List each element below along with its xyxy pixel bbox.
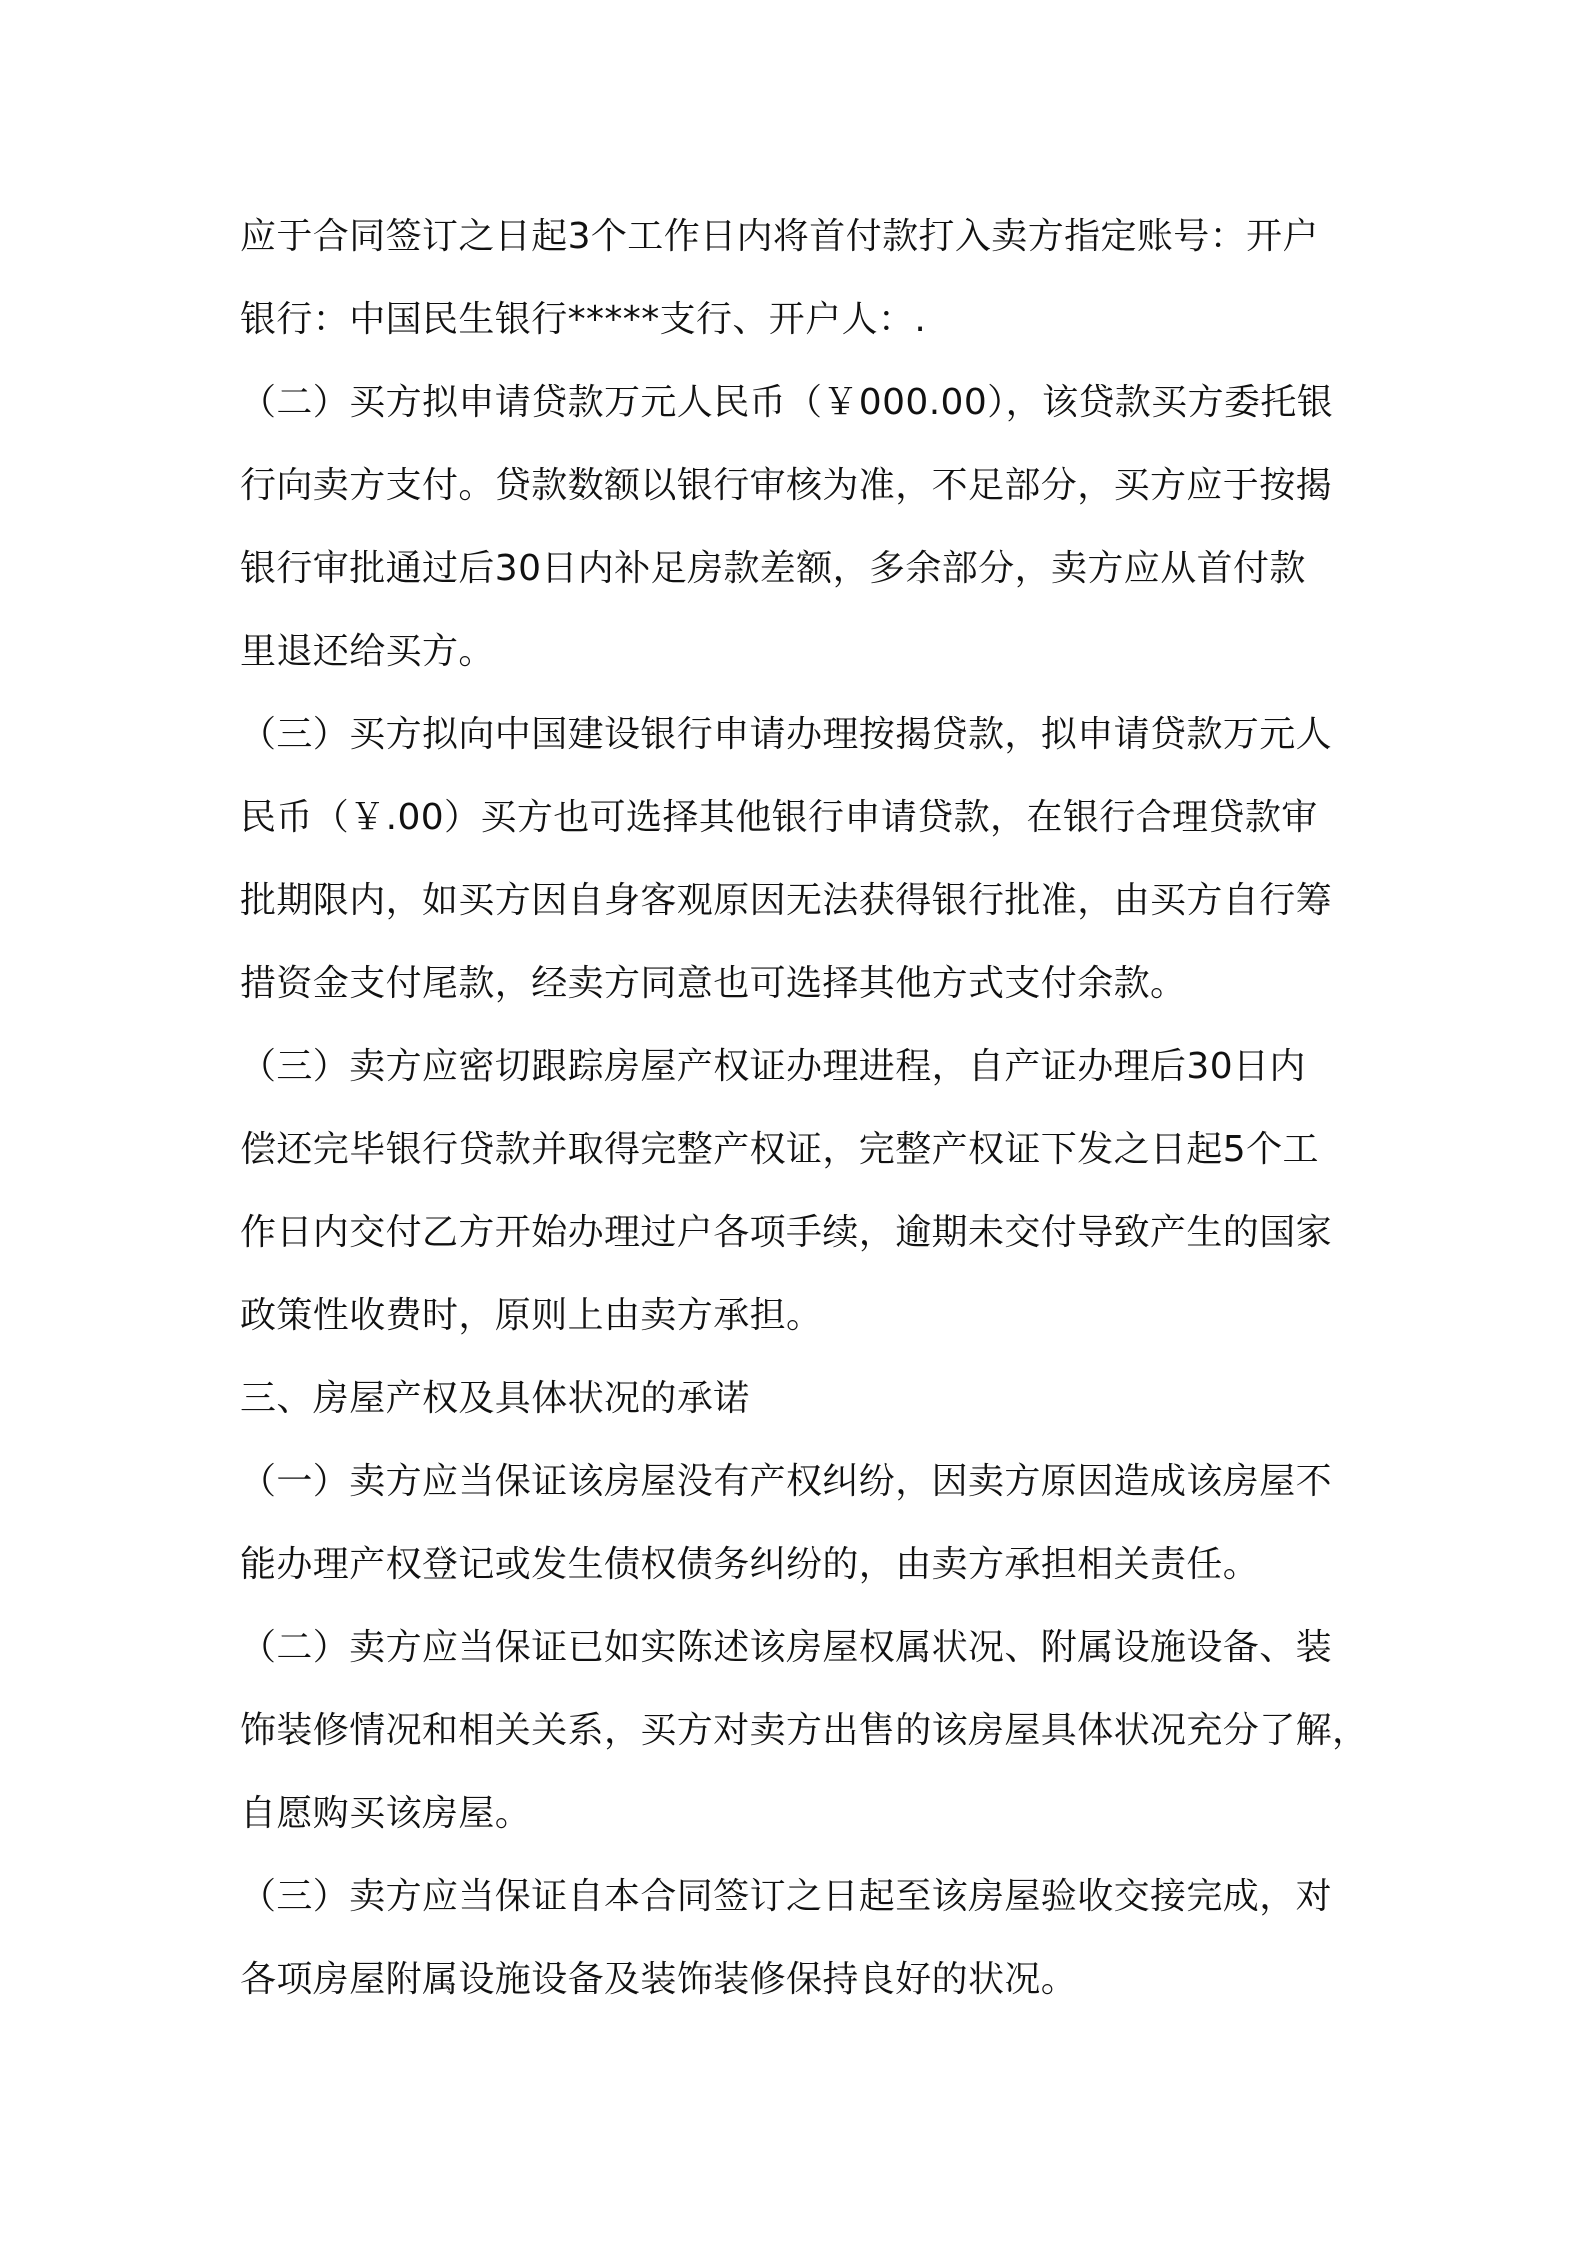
text-line: 措资金支付尾款，经卖方同意也可选择其他方式支付余款。	[240, 963, 1187, 1004]
text-line: （三）卖方应当保证自本合同签订之日起至该房屋验收交接完成，对	[240, 1876, 1333, 1917]
text-line: 银行审批通过后30日内补足房款差额，多余部分，卖方应从首付款	[240, 548, 1306, 589]
section-heading: 三、房屋产权及具体状况的承诺	[240, 1378, 750, 1419]
document-body	[240, 195, 1369, 2021]
text-line: 行向卖方支付。贷款数额以银行审核为准，不足部分，买方应于按揭	[240, 465, 1333, 506]
text-line: 自愿购买该房屋。	[240, 1793, 532, 1834]
text-line: 作日内交付乙方开始办理过户各项手续，逾期未交付导致产生的国家	[240, 1212, 1333, 1253]
text-line: 偿还完毕银行贷款并取得完整产权证，完整产权证下发之日起5个工	[240, 1129, 1319, 1170]
text-line: 应于合同签订之日起3个工作日内将首付款打入卖方指定账号：开户	[240, 216, 1319, 257]
text-line: 民币（￥.00）买方也可选择其他银行申请贷款，在银行合理贷款审	[240, 797, 1318, 838]
text-line: 各项房屋附属设施设备及装饰装修保持良好的状况。	[240, 1959, 1078, 2000]
text-line: 里退还给买方。	[240, 631, 495, 672]
text-line: （二）卖方应当保证已如实陈述该房屋权属状况、附属设施设备、装	[240, 1627, 1333, 1668]
text-line: （三）买方拟向中国建设银行申请办理按揭贷款，拟申请贷款万元人	[240, 714, 1333, 755]
text-line: 能办理产权登记或发生债权债务纠纷的，由卖方承担相关责任。	[240, 1544, 1260, 1585]
text-line: （一）卖方应当保证该房屋没有产权纠纷，因卖方原因造成该房屋不	[240, 1461, 1333, 1502]
text-line: （二）买方拟申请贷款万元人民币（￥000.00），该贷款买方委托银	[240, 382, 1334, 423]
text-line: （三）卖方应密切跟踪房屋产权证办理进程，自产证办理后30日内	[240, 1046, 1306, 1087]
text-line: 批期限内，如买方因自身客观原因无法获得银行批准，由买方自行筹	[240, 880, 1333, 921]
text-line: 饰装修情况和相关关系，买方对卖方出售的该房屋具体状况充分了解，	[240, 1710, 1369, 1751]
text-line: 政策性收费时，原则上由卖方承担。	[240, 1295, 823, 1336]
text-line: 银行：中国民生银行*****支行、开户人：.	[240, 299, 927, 340]
